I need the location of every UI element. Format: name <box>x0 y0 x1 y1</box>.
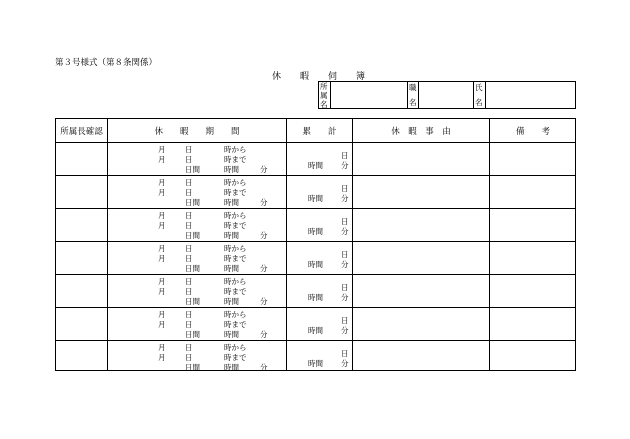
table-row <box>56 242 575 275</box>
period-day: 日 <box>185 320 193 329</box>
table-row <box>56 143 575 176</box>
period-day: 日 <box>185 244 193 253</box>
total-hours: 時間 <box>308 227 323 236</box>
period-from: 時から <box>224 145 247 154</box>
period-hours: 時間 <box>224 198 239 207</box>
total-minutes: 分 <box>341 161 349 170</box>
period-from: 時から <box>224 343 247 352</box>
period-hours: 時間 <box>224 363 239 372</box>
period-day: 日 <box>185 145 193 154</box>
total-hours: 時間 <box>308 359 323 368</box>
leave-record-table <box>55 118 576 371</box>
period-minutes: 分 <box>260 330 268 339</box>
period-days: 日間 <box>185 264 200 273</box>
employee-info-box <box>318 81 576 109</box>
total-minutes: 分 <box>341 359 349 368</box>
table-row <box>56 341 575 374</box>
period-hours: 時間 <box>224 330 239 339</box>
period-days: 日間 <box>185 165 200 174</box>
total-day: 日 <box>341 316 349 325</box>
dept-label: 所 属 名 <box>320 82 328 109</box>
period-days: 日間 <box>185 198 200 207</box>
period-to: 時まで <box>224 287 247 296</box>
period-hours: 時間 <box>224 165 239 174</box>
period-hours: 時間 <box>224 297 239 306</box>
period-month: 月 <box>158 353 166 362</box>
title-char: 簿 <box>356 72 366 82</box>
period-month: 月 <box>158 244 166 253</box>
period-day: 日 <box>185 178 193 187</box>
period-month: 月 <box>158 211 166 220</box>
period-month: 月 <box>158 310 166 319</box>
total-minutes: 分 <box>341 227 349 236</box>
period-minutes: 分 <box>260 198 268 207</box>
period-month: 月 <box>158 221 166 230</box>
header-remarks: 備 考 <box>515 126 550 137</box>
period-day: 日 <box>185 254 193 263</box>
total-day: 日 <box>341 217 349 226</box>
period-month: 月 <box>158 320 166 329</box>
period-month: 月 <box>158 145 166 154</box>
period-day: 日 <box>185 211 193 220</box>
title-char: 暇 <box>300 72 310 82</box>
period-days: 日間 <box>185 330 200 339</box>
title-char: 休 <box>272 72 282 82</box>
name-label: 氏 名 <box>475 83 483 107</box>
period-month: 月 <box>158 287 166 296</box>
period-from: 時から <box>224 244 247 253</box>
period-days: 日間 <box>185 363 200 372</box>
period-day: 日 <box>185 221 193 230</box>
period-day: 日 <box>185 277 193 286</box>
period-day: 日 <box>185 287 193 296</box>
total-hours: 時間 <box>308 260 323 269</box>
table-row <box>56 275 575 308</box>
period-days: 日間 <box>185 231 200 240</box>
total-minutes: 分 <box>341 194 349 203</box>
period-month: 月 <box>158 155 166 164</box>
period-from: 時から <box>224 277 247 286</box>
total-hours: 時間 <box>308 194 323 203</box>
period-minutes: 分 <box>260 363 268 372</box>
period-month: 月 <box>158 188 166 197</box>
period-hours: 時間 <box>224 231 239 240</box>
total-minutes: 分 <box>341 293 349 302</box>
period-day: 日 <box>185 188 193 197</box>
period-month: 月 <box>158 343 166 352</box>
total-hours: 時間 <box>308 326 323 335</box>
period-from: 時から <box>224 178 247 187</box>
period-to: 時まで <box>224 353 247 362</box>
total-day: 日 <box>341 184 349 193</box>
total-day: 日 <box>341 250 349 259</box>
period-minutes: 分 <box>260 297 268 306</box>
period-to: 時まで <box>224 155 247 164</box>
period-to: 時まで <box>224 221 247 230</box>
period-month: 月 <box>158 178 166 187</box>
period-day: 日 <box>185 353 193 362</box>
period-from: 時から <box>224 211 247 220</box>
total-minutes: 分 <box>341 326 349 335</box>
header-reason: 休 暇 事 由 <box>391 126 451 137</box>
period-to: 時まで <box>224 254 247 263</box>
total-day: 日 <box>341 151 349 160</box>
total-day: 日 <box>341 349 349 358</box>
period-month: 月 <box>158 277 166 286</box>
total-hours: 時間 <box>308 161 323 170</box>
header-total: 累 計 <box>302 126 337 137</box>
table-row <box>56 308 575 341</box>
table-row <box>56 176 575 209</box>
total-minutes: 分 <box>341 260 349 269</box>
period-days: 日間 <box>185 297 200 306</box>
period-day: 日 <box>185 310 193 319</box>
title-char: 伺 <box>328 72 338 82</box>
period-to: 時まで <box>224 188 247 197</box>
period-minutes: 分 <box>260 264 268 273</box>
table-row <box>56 209 575 242</box>
period-month: 月 <box>158 254 166 263</box>
header-confirm: 所属長確認 <box>60 126 103 137</box>
period-day: 日 <box>185 155 193 164</box>
period-minutes: 分 <box>260 165 268 174</box>
period-day: 日 <box>185 343 193 352</box>
form-number-label: 第３号様式（第８条関係） <box>55 58 158 68</box>
period-minutes: 分 <box>260 231 268 240</box>
total-day: 日 <box>341 283 349 292</box>
total-hours: 時間 <box>308 293 323 302</box>
period-to: 時まで <box>224 320 247 329</box>
period-from: 時から <box>224 310 247 319</box>
period-hours: 時間 <box>224 264 239 273</box>
header-period: 休 暇 期 間 <box>154 126 240 137</box>
post-label: 職 名 <box>409 83 417 107</box>
